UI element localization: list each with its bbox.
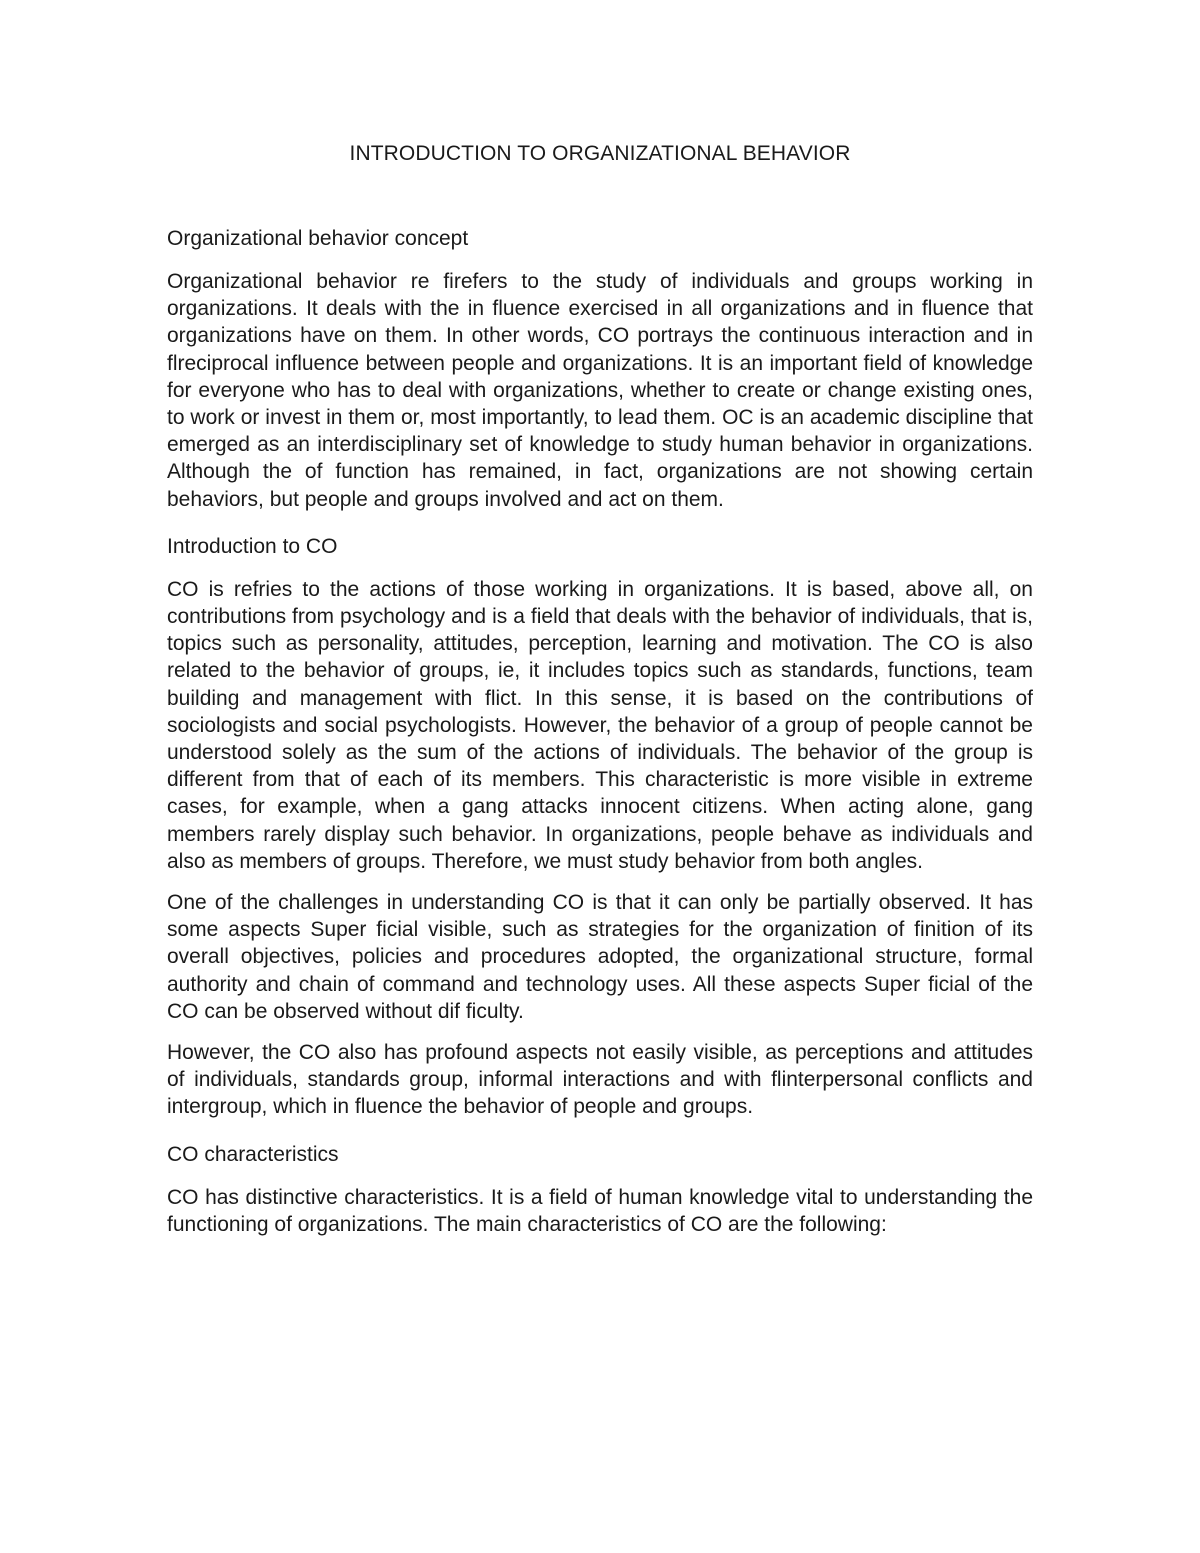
section-heading-characteristics: CO characteristics (167, 1142, 339, 1166)
paragraph: Organizational behavior re firefers to the study of individuals and groups working in organizations. It deals with the in fluence exercised in all organizations and in fluence that organizations have on them. In other words, CO portrays the continuous interaction and in flreciprocal influence between people and organizations. It is an important field of knowledge for everyone who has to deal with organizations, whether to create or change existing ones, to work or invest in them or, most importantly, to lead them. OC is an academic discipline that emerged as an interdisciplinary set of knowledge to study human behavior in organizations. Although the of function has remained, in fact, organizations are not showing certain behaviors, but people and groups involved and act on them. (167, 270, 1033, 511)
document-body (167, 140, 1033, 1252)
section-heading-concept: Organizational behavior concept (167, 227, 469, 250)
paragraph: One of the challenges in understanding CO is that it can only be partially observed. It has some aspects Super ficial visible, such as strategies for the organization of finition of its overall objectives, policies and procedures adopted, the organizational structure, formal authority and chain of command and technology uses. All these aspects Super ficial of the CO can be observed without dif ficulty. (167, 891, 1033, 1023)
paragraph: CO has distinctive characteristics. It is a field of human knowledge vital to understanding the functioning of organizations. The main characteristics of CO are the following: (167, 1185, 1033, 1236)
document-title: INTRODUCTION TO ORGANIZATIONAL BEHAVIOR (349, 142, 851, 165)
section-heading-introduction: Introduction to CO (167, 534, 338, 558)
paragraph: However, the CO also has profound aspects not easily visible, as perceptions and attitudes of individuals, standards group, informal interactions and with flinterpersonal conflicts and intergroup, which in fluence the behavior of people and groups. (167, 1041, 1033, 1119)
paragraph: CO is refries to the actions of those working in organizations. It is based, above all, on contributions from psychology and is a field that deals with the behavior of individuals, that is, topics such as personality, attitudes, perception, learning and motivation. The CO is also related to the behavior of groups, ie, it includes topics such as standards, functions, team building and management with flict. In this sense, it is based on the contributions of sociologists and social psychologists. However, the behavior of a group of people cannot be understood solely as the sum of the actions of individuals. The behavior of the group is different from that of each of its members. This characteristic is more visible in extreme cases, for example, when a gang attacks innocent citizens. When acting alone, gang members rarely display such behavior. In organizations, people behave as individuals and also as members of groups. Therefore, we must study behavior from both angles. (167, 577, 1033, 873)
